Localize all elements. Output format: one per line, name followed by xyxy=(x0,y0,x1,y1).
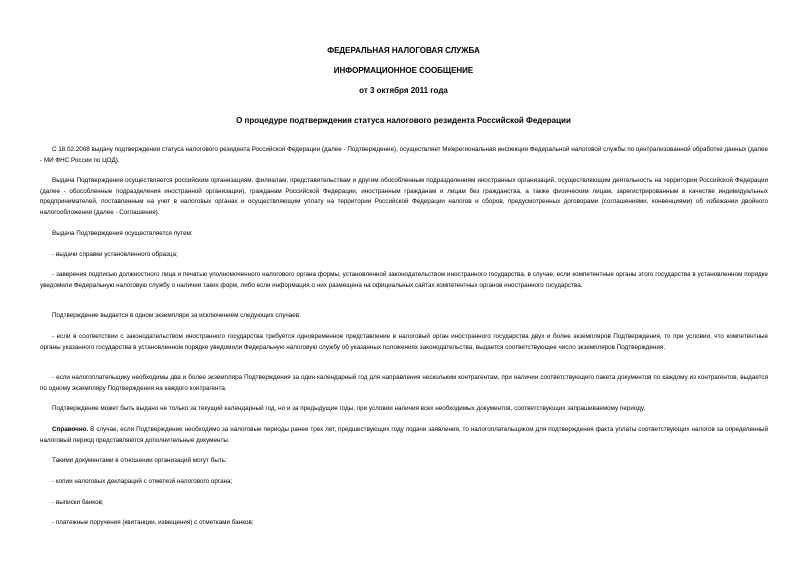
paragraph-4: - выдачи справки установленного образца; xyxy=(52,251,178,258)
paragraph-2: Выдача Подтверждения осуществляется российским организациям, филиалам, представительствам и другим обособленным подразделениям иностранных организаций, осуществляющим деятельность на территории Российской Федерации (далее - обособленные подразделения иностранной организации), гражданам Российской Федерации, иностранным гражданам и лицам без гражданства, а также физическим лицам, зарегистрированным в качестве индивидуальных предпринимателей, поставленным на учет в налоговых органах и осуществляющим уплату на территории Российской Федерации налогов и сборов, предусмотренных договорами (соглашениями, конвенциями) об избежании двойного налогообложения (далее - Соглашения). xyxy=(40,177,768,216)
document-date: от 3 октября 2011 года xyxy=(359,86,448,95)
paragraph-12: - копии налоговых деклараций с отметкой налогового органа; xyxy=(52,478,233,485)
paragraph-13: - выписки банков; xyxy=(52,499,104,506)
paragraph-6: Подтверждение выдается в одном экземпляре за исключением следующих случаев: xyxy=(52,312,301,319)
document-type: ИНФОРМАЦИОННОЕ СООБЩЕНИЕ xyxy=(333,66,474,75)
paragraph-7: - если в соответствии с законодательством иностранного государства требуется одновременное представление в налоговый орган иностранного государства двух и более экземпляров Подтверждения, то при условии, что компетентные органы указанного государства в установленном порядке уведомили Федеральную налоговую службу об указанных положениях законодательства, выдается соответствующее число экземпляров Подтверждения; xyxy=(40,333,768,351)
paragraph-3: Выдача Подтверждения осуществляется путем: xyxy=(52,230,193,237)
document-subject: О процедуре подтверждения статуса налогового резидента Российской Федерации xyxy=(236,116,571,125)
reference-note-text: В случае, если Подтверждение необходимо за налоговые периоды ранее трех лет, предшествующих году подачи заявления, то налогоплательщиком для подтверждения факта уплаты соответствующих налогов за определенный налоговый период представляются дополнительные документы. xyxy=(40,426,768,444)
agency-title: ФЕДЕРАЛЬНАЯ НАЛОГОВАЯ СЛУЖБА xyxy=(327,46,480,55)
paragraph-14: - платежные поручения (квитанции, извещения) с отметками банков; xyxy=(52,519,254,526)
paragraph-10 xyxy=(40,425,768,446)
paragraph-1: С 18.02.2008 выдачу подтверждения статуса налогового резидента Российской Федерации (далее - Подтверждение), осуществляет Межрегиональная инспекция Федеральной налоговой службы по централизованной обработке данных (далее - МИ ФНС России по ЦОД). xyxy=(40,146,768,164)
paragraph-11: Такими документами в отношении организаций могут быть: xyxy=(52,457,227,464)
paragraph-9: Подтверждение может быть выдано не только за текущий календарный год, но и за предыдущие годы, при условии наличия всех необходимых документов, соответствующих запрашиваемому периоду. xyxy=(52,405,646,412)
paragraph-5: - заверения подписью должностного лица и печатью уполномоченного налогового органа формы, установленной законодательством иностранного государства, в случае, если компетентные органы этого государства в установленном порядке уведомили Федеральную налоговую службу о наличии таких форм, либо если информация о них размещена на официальных сайтах компетентных органов иностранного государства. xyxy=(40,271,768,289)
paragraph-8: - если налогоплательщику необходимы два и более экземпляра Подтверждения за один календарный год для направления нескольким контрагентам, при наличии соответствующего пакета документов по каждому из контрагентов, выдается по одному экземпляру Подтверждения на каждого контрагента. xyxy=(40,374,768,392)
reference-note-lead: Справочно. xyxy=(52,426,89,433)
